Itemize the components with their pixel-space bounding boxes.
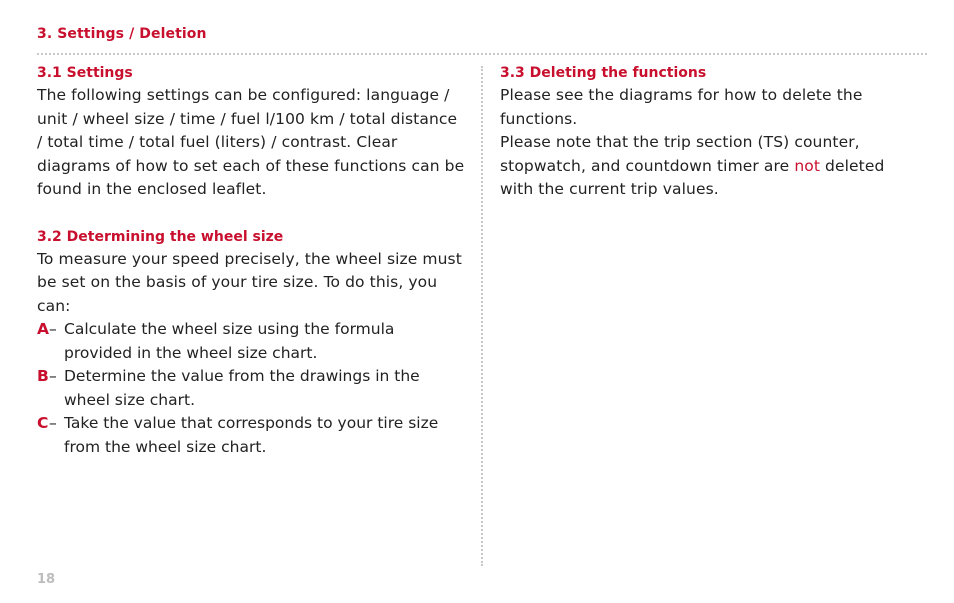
- option-marker: C: [37, 414, 49, 432]
- emphasis-not: not: [794, 156, 820, 175]
- deleting-text-2-before: Please note that the trip section (TS) counter, stopwatch, and countdown timer are: [500, 133, 860, 175]
- page-number: 18: [37, 572, 56, 587]
- right-column: [500, 62, 920, 202]
- deleting-text-1: Please see the diagrams for how to delete the functions.: [500, 86, 863, 128]
- wheel-size-heading: 3.2 Determining the wheel size: [37, 228, 284, 245]
- option-dash: –: [49, 414, 57, 432]
- option-text: Determine the value from the drawings in the wheel size chart.: [64, 367, 420, 409]
- option-text: Take the value that corresponds to your tire size from the wheel size chart.: [64, 414, 439, 456]
- wheel-size-text: To measure your speed precisely, the wheel size must be set on the basis of your tire size. To do this, you can:: [37, 249, 462, 315]
- section-title: 3. Settings / Deletion: [37, 26, 207, 42]
- left-column: [37, 62, 465, 459]
- top-divider: [37, 53, 927, 55]
- column-divider: [481, 66, 483, 566]
- option-marker: A: [37, 320, 49, 338]
- settings-text: The following settings can be configured: language / unit / wheel size / time / fuel l/100 km / total distance / total time / total fuel (liters) / contrast. Clear diagrams of how to set each of these functions can be found in the enclosed leaflet.: [37, 86, 465, 198]
- settings-heading: 3.1 Settings: [37, 65, 133, 81]
- option-dash: –: [49, 367, 57, 385]
- option-b: [37, 365, 465, 412]
- option-a: [37, 318, 465, 365]
- option-dash: –: [49, 320, 57, 338]
- deleting-heading: 3.3 Deleting the functions: [500, 65, 707, 81]
- deleting-text-2-after: deleted with the current trip values.: [500, 156, 885, 198]
- deleting-text-2: [500, 131, 920, 202]
- option-marker: B: [37, 367, 49, 385]
- option-c: [37, 412, 465, 459]
- option-text: Calculate the wheel size using the formula provided in the wheel size chart.: [64, 320, 395, 362]
